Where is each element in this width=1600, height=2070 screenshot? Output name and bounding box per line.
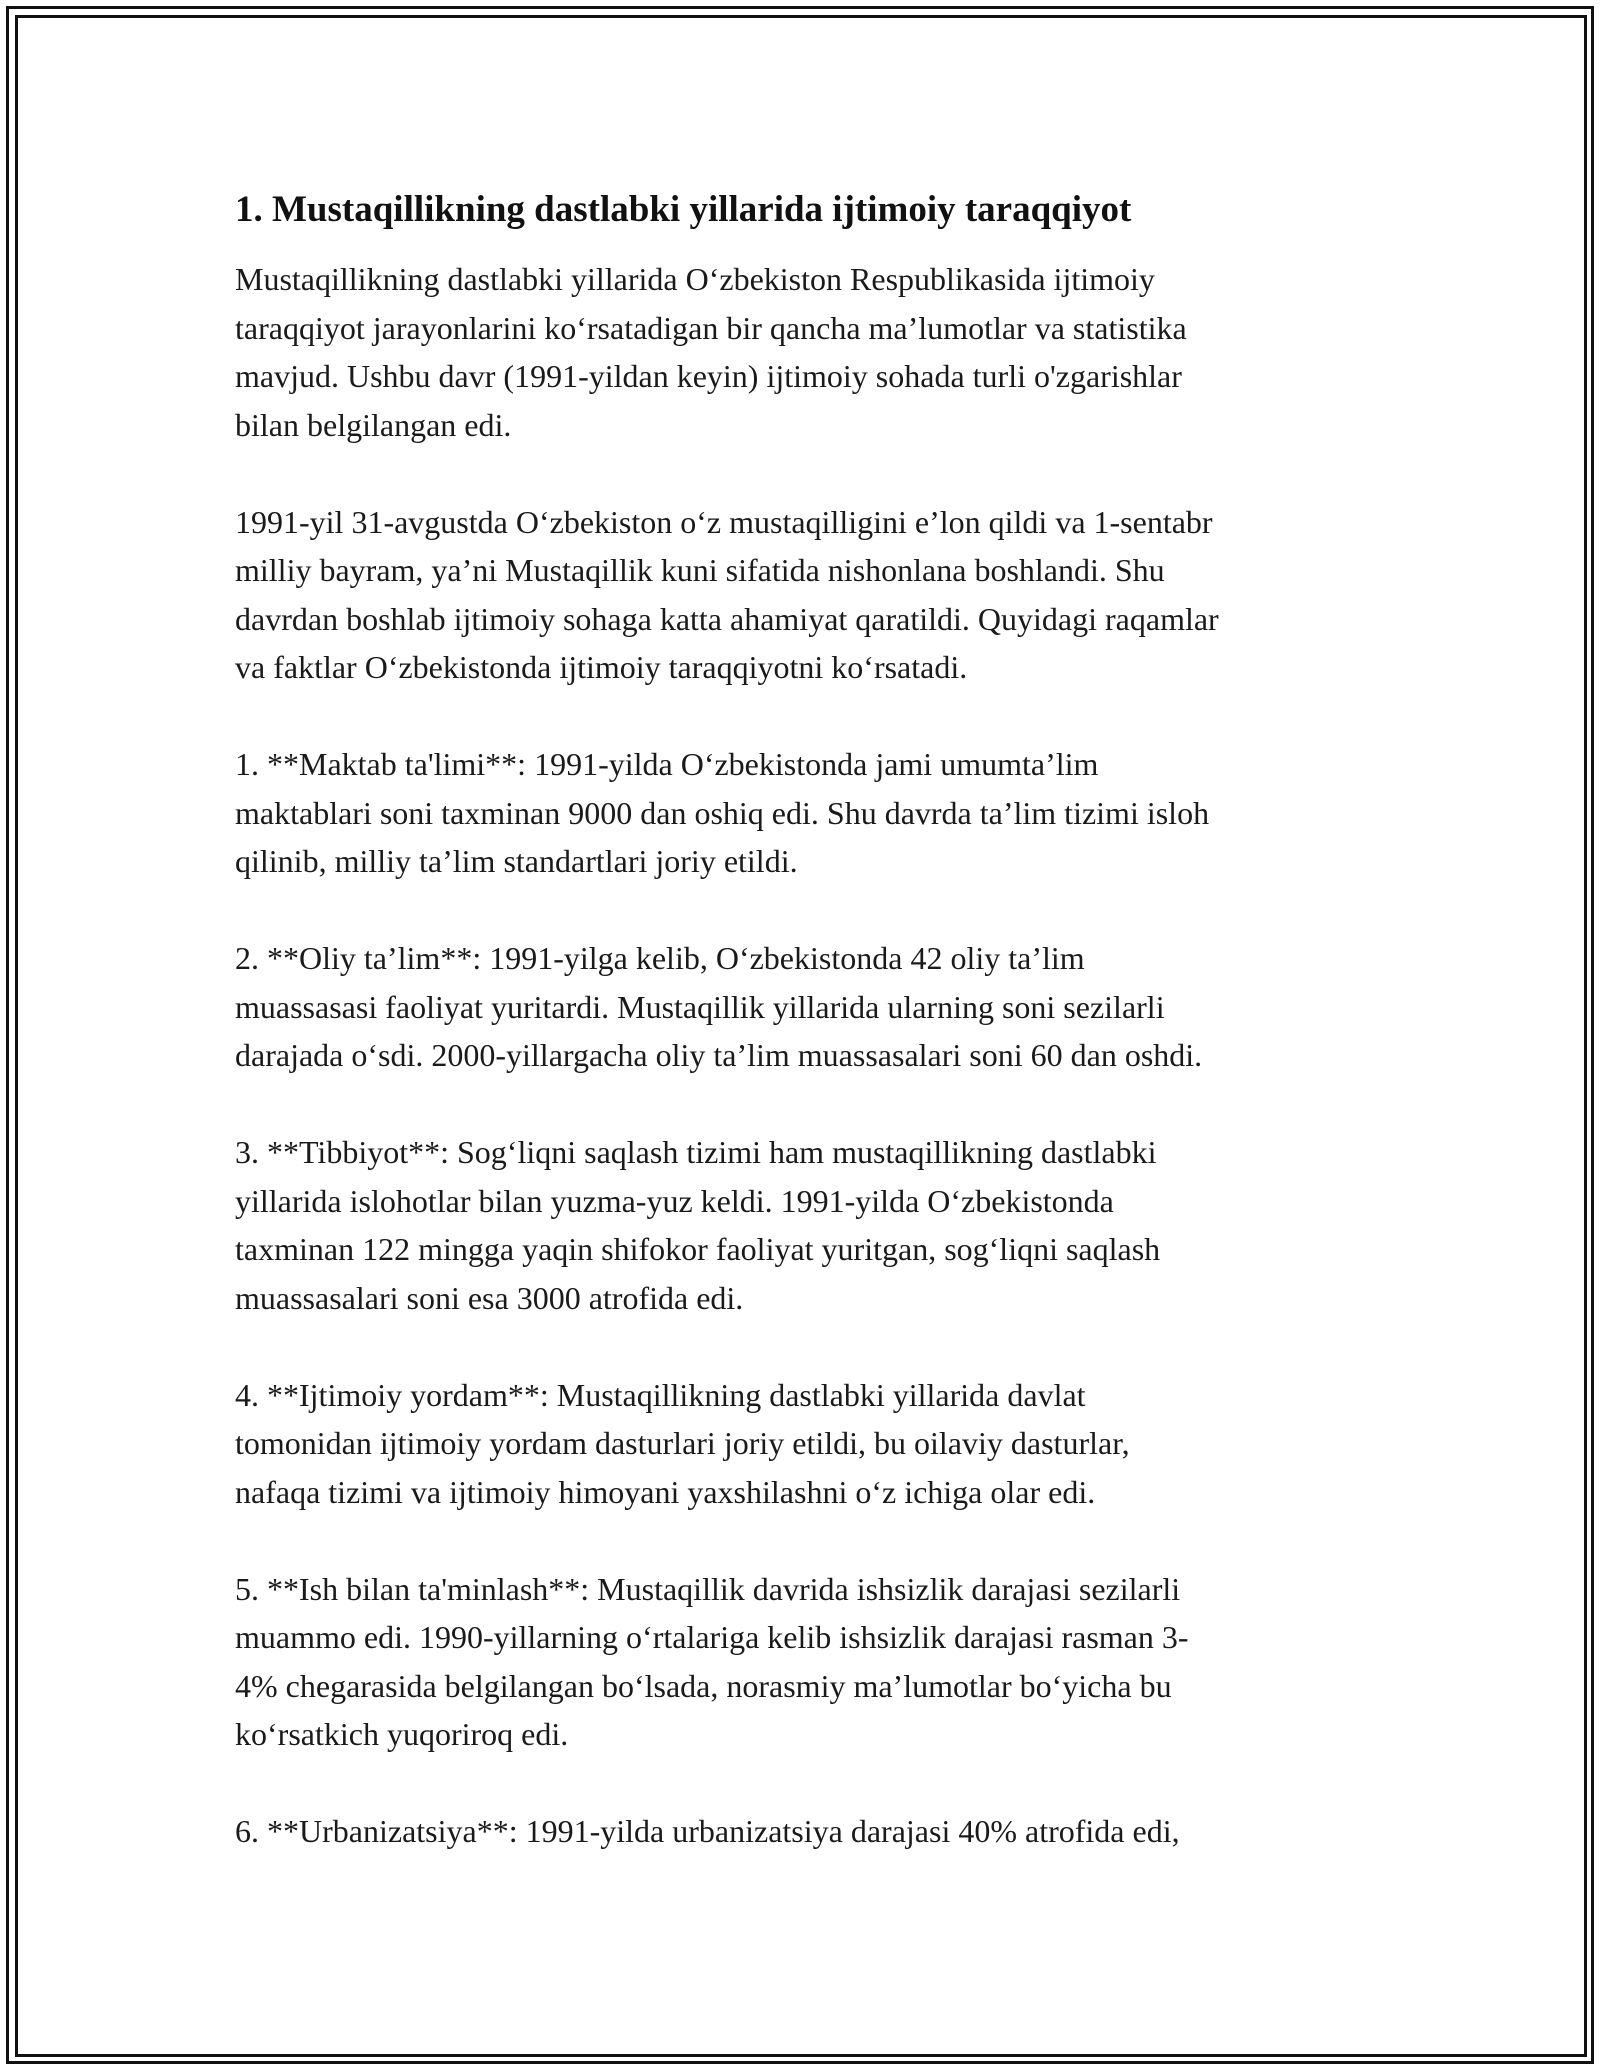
paragraph-line: taxminan 122 mingga yaqin shifokor faoliyat yuritgan, sog‘liqni saqlash bbox=[235, 1231, 1161, 1267]
paragraph-5 bbox=[235, 1128, 1370, 1322]
paragraph-6 bbox=[235, 1371, 1370, 1517]
paragraph-line: nafaqa tizimi va ijtimoiy himoyani yaxshilashni o‘z ichiga olar edi. bbox=[235, 1473, 1096, 1510]
paragraph-line: 1991-yil 31-avgustda O‘zbekiston o‘z mustaqilligini e’lon qildi va 1-sentabr bbox=[235, 503, 1213, 540]
paragraph-line: ko‘rsatkich yuqoriroq edi. bbox=[235, 1716, 569, 1752]
paragraph-line: davrdan boshlab ijtimoiy sohaga katta ahamiyat qaratildi. Quyidagi raqamlar bbox=[235, 600, 1219, 637]
paragraph-4 bbox=[235, 934, 1370, 1080]
paragraph-line: darajada o‘sdi. 2000-yillargacha oliy ta’lim muassasalari soni 60 dan oshdi. bbox=[235, 1037, 1203, 1073]
paragraph-line: Mustaqillikning dastlabki yillarida O‘zbekiston Respublikasida ijtimoiy bbox=[235, 261, 1155, 297]
paragraph-line: maktablari soni taxminan 9000 dan oshiq edi. Shu davrda ta’lim tizimi isloh bbox=[235, 794, 1210, 831]
paragraph-list bbox=[235, 255, 1370, 1856]
page-content bbox=[235, 185, 1370, 1904]
paragraph-2 bbox=[235, 498, 1370, 692]
paragraph-line: milliy bayram, ya’ni Mustaqillik kuni sifatida nishonlana boshlandi. Shu bbox=[235, 552, 1165, 588]
paragraph-line: 4. **Ijtimoiy yordam**: Mustaqillikning dastlabki yillarida davlat bbox=[235, 1376, 1086, 1413]
paragraph-line: va faktlar O‘zbekistonda ijtimoiy taraqqiyotni ko‘rsatadi. bbox=[235, 649, 968, 685]
paragraph-line: 2. **Oliy ta’lim**: 1991-yilga kelib, O‘zbekistonda 42 oliy ta’lim bbox=[235, 940, 1085, 976]
paragraph-3 bbox=[235, 740, 1370, 886]
page-title: 1. Mustaqillikning dastlabki yillarida ijtimoiy taraqqiyot bbox=[235, 189, 1132, 230]
paragraph-1 bbox=[235, 255, 1370, 449]
paragraph-line: muassasasi faoliyat yuritardi. Mustaqillik yillarida ularning soni sezilarli bbox=[235, 988, 1165, 1025]
paragraph-line: 5. **Ish bilan ta'minlash**: Mustaqillik davrida ishsizlik darajasi sezilarli bbox=[235, 1570, 1181, 1607]
paragraph-line: qilinib, milliy ta’lim standartlari joriy etildi. bbox=[235, 843, 798, 879]
paragraph-line: yillarida islohotlar bilan yuzma-yuz keldi. 1991-yilda O‘zbekistonda bbox=[235, 1182, 1114, 1219]
paragraph-line: tomonidan ijtimoiy yordam dasturlari joriy etildi, bu oilaviy dasturlar, bbox=[235, 1425, 1130, 1461]
paragraph-line: 6. **Urbanizatsiya**: 1991-yilda urbanizatsiya darajasi 40% atrofida edi, bbox=[235, 1813, 1180, 1849]
paragraph-line: 1. **Maktab ta'limi**: 1991-yilda O‘zbekistonda jami umumta’lim bbox=[235, 746, 1099, 782]
paragraph-line: 3. **Tibbiyot**: Sog‘liqni saqlash tizimi ham mustaqillikning dastlabki bbox=[235, 1134, 1157, 1170]
paragraph-7 bbox=[235, 1565, 1370, 1759]
paragraph-line: taraqqiyot jarayonlarini ko‘rsatadigan bir qancha ma’lumotlar va statistika bbox=[235, 309, 1187, 346]
paragraph-line: 4% chegarasida belgilangan bo‘lsada, norasmiy ma’lumotlar bo‘yicha bu bbox=[235, 1667, 1172, 1704]
paragraph-line: mavjud. Ushbu davr (1991-yildan keyin) ijtimoiy sohada turli o'zgarishlar bbox=[235, 358, 1182, 394]
paragraph-8 bbox=[235, 1807, 1370, 1856]
paragraph-line: muammo edi. 1990-yillarning o‘rtalariga kelib ishsizlik darajasi rasman 3- bbox=[235, 1619, 1189, 1655]
paragraph-line: bilan belgilangan edi. bbox=[235, 406, 512, 443]
paragraph-line: muassasalari soni esa 3000 atrofida edi. bbox=[235, 1279, 744, 1316]
